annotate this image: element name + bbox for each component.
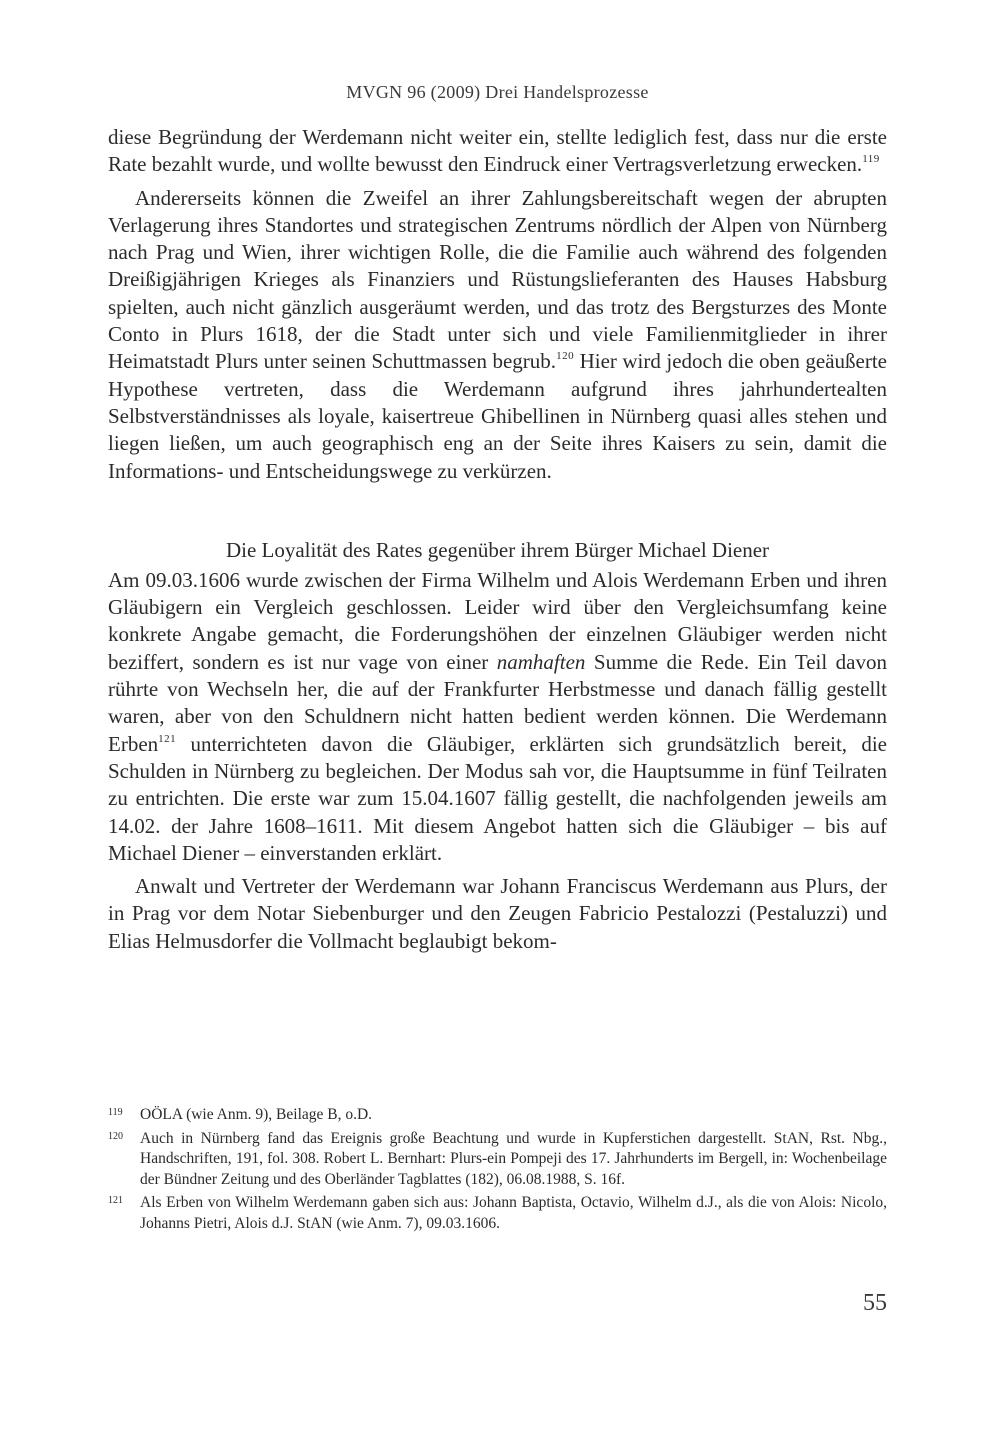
body-text [108, 124, 887, 955]
paragraph-text: diese Begründung der Werdemann nicht weiter ein, stellte lediglich fest, dass nur die erste Rate bezahlt wurde, und wollte bewusst den Eindruck einer Vertragsverletzung erwecken. [108, 125, 887, 177]
paragraph-text: Am 09.03.1606 wurde zwischen der Firma Wilhelm und Alois Werdemann Erben und ihren Gläubigern ein Vergleich geschlossen. Leider wird über den Vergleichsumfang keine konkrete Angabe gemacht, die Forderungshöhen der einzelnen Gläubiger werden nicht beziffert, sondern es ist nur vage von einer [108, 567, 887, 674]
section-heading: Die Loyalität des Rates gegenüber ihrem Bürger Michael Diener [225, 537, 770, 562]
paragraph [108, 185, 887, 485]
paragraph-text: unterrichteten davon die Gläubiger, erklärten sich grundsätzlich bereit, die Schulden in Nürnberg zu begleichen. Der Modus sah vor, die Hauptsumme in fünf Teilraten zu entrichten. Die erste war zum 15.04.1607 fällig gestellt, die nachfolgenden jeweils am 14.02. der Jahre 1608–1611. Mit diesem Angebot hatten sich die Gläubiger – bis auf Michael Diener – einverstanden erklärt. [108, 731, 887, 865]
footnote-reference: 120 [556, 350, 575, 363]
footnote [108, 1129, 887, 1191]
footnote-text: Auch in Nürnberg fand das Ereignis große Beachtung und wurde in Kupferstichen dargestellt. StAN, Rst. Nbg., Handschriften, 191, fol. 308. Robert L. Bernhart: Plurs-ein Pompeji des 17. Jahrhunderts im Bergell, in: Wochenbeilage der Bündner Zeitung und des Oberländer Tagblattes (182), 06.08.1988, S. 16f. [140, 1129, 887, 1188]
running-header: MVGN 96 (2009) Drei Handelsprozesse [346, 82, 649, 102]
footnote [108, 1193, 887, 1234]
footnote-number: 119 [108, 1107, 123, 1118]
paragraph [108, 567, 887, 867]
paragraph-text: Summe die Rede. Ein Teil davon rührte von Wechseln her, die auf der Frankfurter Herbstmesse und danach fällig gestellt waren, aber von den Schuldnern nicht hatten bedient werden können. Die Werdemann Erben [108, 649, 887, 756]
footnote-text: Als Erben von Wilhelm Werdemann gaben sich aus: Johann Baptista, Octavio, Wilhelm d.J., als die von Alois: Nicolo, Johanns Pietri, Alois d.J. StAN (wie Anm. 7), 09.03.1606. [140, 1194, 887, 1232]
footnote-text: OÖLA (wie Anm. 9), Beilage B, o.D. [140, 1106, 373, 1123]
footnote-reference: 119 [862, 153, 880, 166]
emphasized-word: namhaften [496, 649, 586, 674]
page-number: 55 [863, 1290, 887, 1316]
footnote-number: 120 [108, 1130, 123, 1142]
paragraph-text: Hier wird jedoch die oben geäußerte Hypothese vertreten, dass die Werdemann aufgrund ihres jahrhundertealten Selbstverständnisses als loyale, kaisertreue Ghibellinen in Nürnberg quasi alles stehen und liegen ließen, um auch geographisch eng an der Seite ihres Kaisers zu sein, damit die Informations- und Entscheidungswege zu verkürzen. [108, 349, 887, 483]
paragraph-text: Anwalt und Vertreter der Werdemann war Johann Franciscus Werdemann aus Plurs, der in Prag vor dem Notar Siebenburger und den Zeugen Fabricio Pestalozzi (Pestaluzzi) und Elias Helmusdorfer die Vollmacht beglaubigt bekom- [108, 874, 887, 953]
footnote-reference: 121 [158, 732, 177, 745]
footnotes [108, 1105, 887, 1237]
footnote [108, 1105, 887, 1126]
paragraph [108, 873, 887, 955]
paragraph [108, 124, 887, 179]
paragraph-text: Andererseits können die Zweifel an ihrer Zahlungsbereitschaft wegen der abrupten Verlagerung ihres Standortes und strategischen Zentrums nördlich der Alpen von Nürnberg nach Prag und Wien, ihrer wichtigen Rolle, die die Familie auch während des folgenden Dreißigjährigen Krieges als Finanziers und Rüstungslieferanten des Hauses Habsburg spielten, auch nicht gänzlich ausgeräumt werden, und das trotz des Bergsturzes des Monte Conto in Plurs 1618, der die Stadt unter sich und viele Familienmitglieder in ihrer Heimatstadt Plurs unter seinen Schuttmassen begrub. [108, 185, 887, 374]
footnote-number: 121 [108, 1195, 123, 1206]
